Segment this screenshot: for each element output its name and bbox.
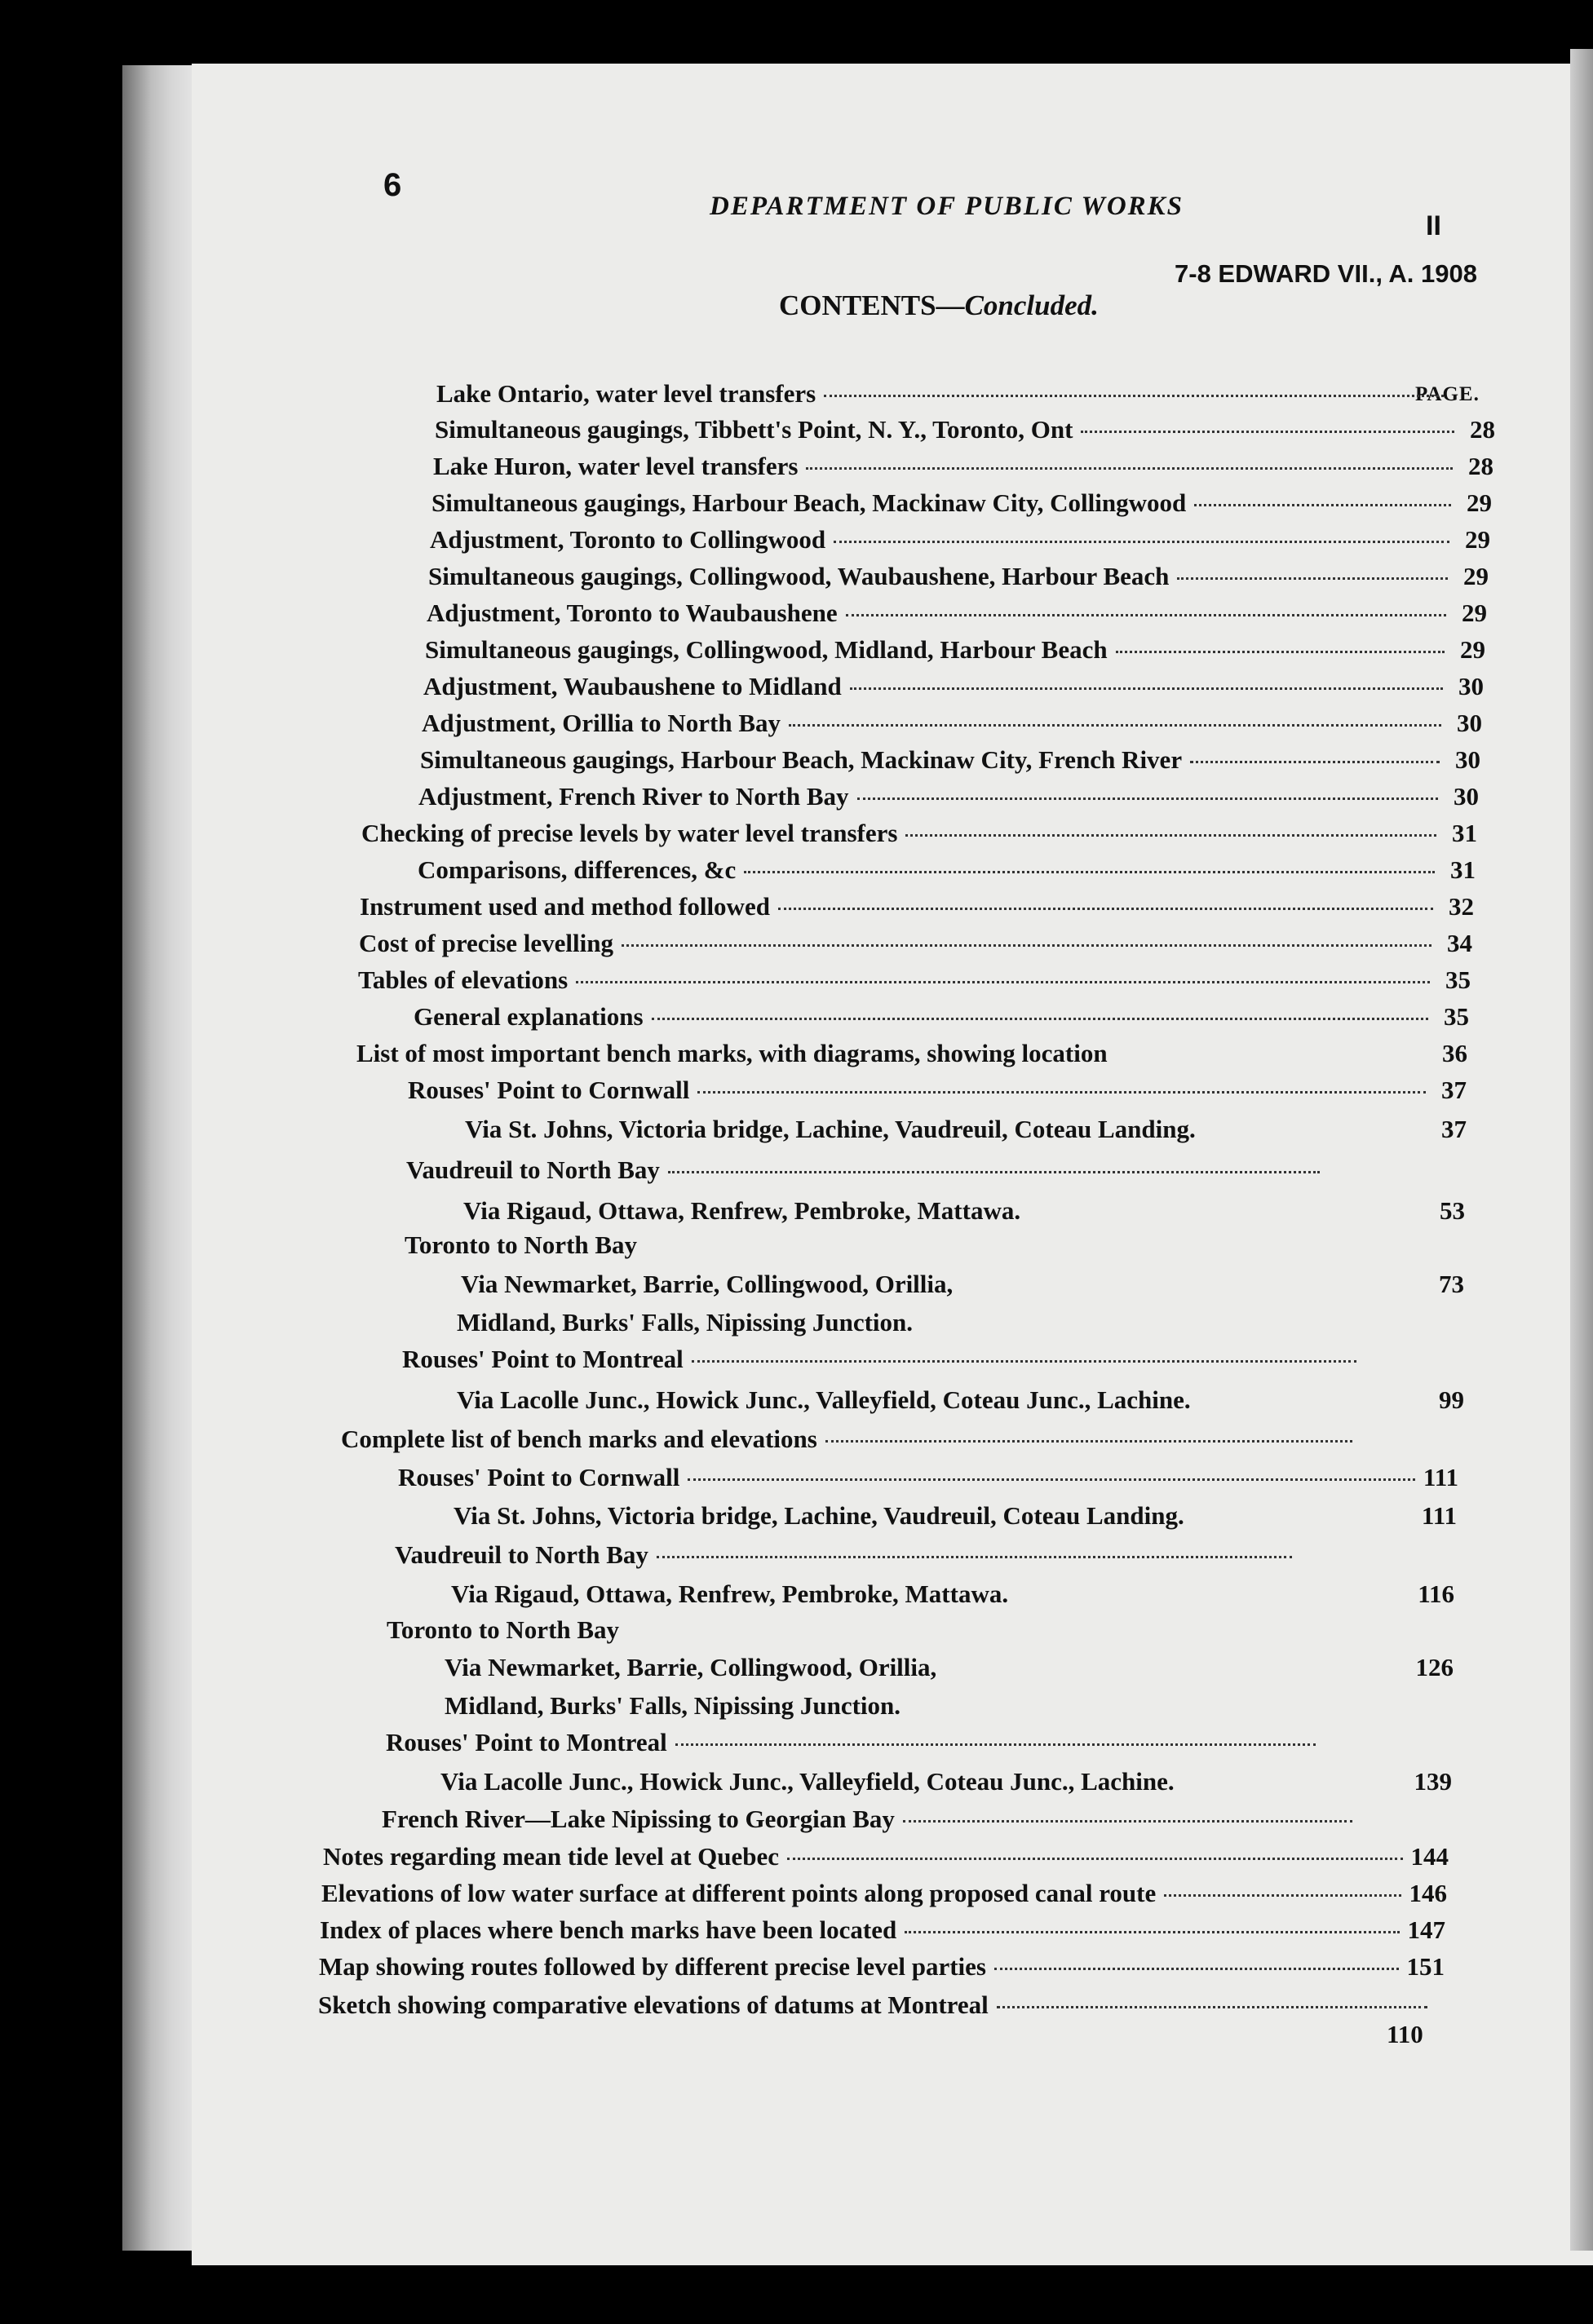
toc-entry-page: 126 [1415, 1653, 1454, 1681]
leader-dots [997, 2006, 1427, 2008]
volume-numeral: II [1426, 210, 1441, 241]
toc-entry [386, 1729, 1324, 1756]
toc-entry [318, 1991, 1436, 2019]
toc-entry-page: 32 [1449, 892, 1474, 921]
regnal-year: 7-8 EDWARD VII., A. 1908 [1175, 259, 1477, 288]
toc-entry-text: Checking of precise levels by water level transfers [361, 819, 898, 847]
toc-entry-text: Simultaneous gaugings, Harbour Beach, Mackinaw City, Collingwood [431, 488, 1187, 517]
toc-entry-text: Adjustment, Toronto to Collingwood [430, 525, 826, 554]
leader-dots [994, 1968, 1399, 1970]
toc-entry [435, 416, 1495, 444]
running-head: DEPARTMENT OF PUBLIC WORKS [710, 192, 1184, 221]
toc-entry-page: 29 [1462, 599, 1487, 627]
toc-entry [451, 1580, 1454, 1608]
toc-entry-text: Adjustment, Orillia to North Bay [422, 709, 781, 737]
page-column-label: PAGE. [1415, 383, 1480, 405]
toc-entry-page: 146 [1409, 1879, 1447, 1907]
toc-entry [465, 1116, 1467, 1143]
toc-entry-text: Map showing routes followed by different precise level parties [319, 1952, 986, 1981]
toc-entry-text: Via Lacolle Junc., Howick Junc., Valleyfield, Coteau Junc., Lachine. [457, 1385, 1191, 1414]
toc-entry-text: Via Rigaud, Ottawa, Renfrew, Pembroke, Mattawa. [463, 1196, 1021, 1225]
leader-dots [1190, 761, 1440, 763]
leader-dots [1194, 504, 1451, 506]
leader-dots [675, 1743, 1316, 1746]
toc-entry-page: 99 [1439, 1385, 1464, 1414]
leader-dots [1164, 1894, 1401, 1897]
toc-entry-text: Rouses' Point to Cornwall [398, 1463, 680, 1491]
toc-entry-page: 36 [1442, 1039, 1467, 1067]
toc-entry-text: Sketch showing comparative elevations of datums at Montreal [318, 1990, 989, 2019]
toc-entry-text: Via Newmarket, Barrie, Collingwood, Orillia, [461, 1270, 954, 1298]
leader-dots [692, 1360, 1356, 1363]
toc-entry-text: Index of places where bench marks have been located [320, 1915, 897, 1944]
toc-entry-text: Simultaneous gaugings, Collingwood, Midland, Harbour Beach [425, 635, 1108, 664]
leader-dots [1177, 577, 1448, 580]
toc-entry-page: 151 [1406, 1952, 1445, 1981]
page-right-edge [1570, 49, 1593, 2251]
toc-entry [454, 1502, 1457, 1530]
toc-entry [341, 1425, 1361, 1453]
toc-entry-page: 110 [1387, 2020, 1423, 2048]
toc-entry-text: Via Newmarket, Barrie, Collingwood, Orillia, [445, 1653, 937, 1681]
toc-entry-page: 30 [1458, 672, 1484, 700]
toc-entry [440, 1768, 1452, 1796]
toc-entry-page: 111 [1423, 1463, 1458, 1491]
toc-entry [382, 1805, 1361, 1833]
toc-entry-page: 34 [1447, 929, 1472, 957]
toc-entry [414, 1003, 1469, 1031]
toc-entry-page: 31 [1452, 819, 1477, 847]
toc-entry-text: Lake Ontario, water level transfers [436, 379, 816, 408]
toc-entry-text: Rouses' Point to Cornwall [408, 1076, 690, 1104]
toc-entry [418, 856, 1476, 884]
toc-entry-text: General explanations [414, 1002, 644, 1031]
toc-entry-text: Simultaneous gaugings, Harbour Beach, Mackinaw City, French River [420, 745, 1183, 774]
contents-title-italic: Concluded. [964, 289, 1099, 321]
toc-entry-text: List of most important bench marks, with diagrams, showing location [356, 1039, 1108, 1067]
toc-entry-page: 30 [1455, 745, 1480, 774]
toc-entry [422, 709, 1482, 737]
toc-entry-text: Adjustment, French River to North Bay [418, 782, 849, 811]
toc-entry [425, 636, 1485, 664]
toc-entry-text: Midland, Burks' Falls, Nipissing Junction. [445, 1691, 901, 1720]
leader-dots [668, 1171, 1320, 1173]
toc-entry-page: 29 [1463, 562, 1489, 590]
leader-dots [905, 834, 1436, 837]
toc-entry [361, 820, 1477, 847]
toc-entry-page: 144 [1410, 1842, 1449, 1871]
toc-entry [430, 526, 1490, 554]
leader-dots [806, 467, 1453, 470]
toc-entry [457, 1309, 913, 1337]
toc-entry-text: Via St. Johns, Victoria bridge, Lachine, Vaudreuil, Coteau Landing. [454, 1501, 1184, 1530]
leader-dots [903, 1820, 1352, 1823]
toc-entry-page: 73 [1439, 1270, 1464, 1298]
toc-entry [433, 453, 1493, 480]
toc-entry-text: French River—Lake Nipissing to Georgian Bay [382, 1805, 895, 1833]
leader-dots [787, 1858, 1402, 1860]
toc-entry-page: 111 [1421, 1501, 1457, 1530]
toc-entry [1387, 2021, 1423, 2048]
toc-entry-page: 53 [1440, 1196, 1465, 1225]
toc-entry [320, 1916, 1445, 1944]
leader-dots [857, 797, 1438, 800]
toc-entry-page: 30 [1457, 709, 1482, 737]
toc-entry [359, 930, 1472, 957]
toc-entry [356, 1040, 1467, 1067]
contents-title [779, 289, 1099, 322]
toc-entry-page: 37 [1441, 1115, 1467, 1143]
toc-entry [445, 1654, 1454, 1681]
toc-entry-text: Simultaneous gaugings, Tibbett's Point, N. Y., Toronto, Ont [435, 415, 1073, 444]
leader-dots [657, 1556, 1292, 1558]
leader-dots [688, 1478, 1415, 1481]
leader-dots [905, 1931, 1399, 1933]
toc-entry [428, 563, 1489, 590]
toc-entry [319, 1953, 1445, 1981]
toc-entry-text: Simultaneous gaugings, Collingwood, Waubaushene, Harbour Beach [428, 562, 1170, 590]
leader-dots [1116, 651, 1445, 653]
toc-entry-text: Toronto to North Bay [387, 1615, 620, 1644]
toc-entry-page: 116 [1418, 1580, 1454, 1608]
leader-dots [697, 1091, 1426, 1094]
leader-dots [846, 614, 1446, 616]
leader-dots [825, 1440, 1352, 1443]
toc-entry-text: Cost of precise levelling [359, 929, 613, 957]
toc-entry-text: Tables of elevations [358, 965, 569, 994]
leader-dots [824, 395, 1444, 397]
toc-entry-page: 30 [1454, 782, 1479, 811]
toc-entry-page: 31 [1450, 855, 1476, 884]
toc-entry-text: Vaudreuil to North Bay [406, 1155, 660, 1184]
leader-dots [1081, 431, 1454, 433]
contents-title-main: CONTENTS— [779, 289, 965, 321]
toc-entry-page: 28 [1470, 415, 1495, 444]
toc-entry [431, 489, 1492, 517]
leader-dots [778, 908, 1433, 910]
toc-entry [406, 1156, 1328, 1184]
toc-entry [436, 380, 1485, 408]
leader-dots [652, 1018, 1428, 1020]
toc-entry-text: Lake Huron, water level transfers [433, 452, 799, 480]
toc-entry-page: 139 [1414, 1767, 1452, 1796]
toc-entry-page: 147 [1407, 1915, 1445, 1944]
leader-dots [744, 871, 1435, 873]
leader-dots [622, 944, 1431, 947]
toc-entry [463, 1197, 1465, 1225]
toc-entry-page: 37 [1441, 1076, 1467, 1104]
toc-entry-text: Elevations of low water surface at different points along proposed canal route [321, 1879, 1157, 1907]
toc-entry [405, 1231, 637, 1259]
toc-entry-page: 29 [1467, 488, 1492, 517]
toc-entry-text: Comparisons, differences, &c [418, 855, 737, 884]
leader-dots [834, 541, 1449, 543]
leader-dots [789, 724, 1441, 727]
toc-entry [427, 599, 1487, 627]
leader-dots [576, 981, 1430, 983]
toc-entry-page: 29 [1460, 635, 1485, 664]
toc-entry [387, 1616, 619, 1644]
toc-entry [358, 966, 1471, 994]
toc-entry-text: Rouses' Point to Montreal [386, 1728, 667, 1756]
toc-entry-page: 35 [1444, 1002, 1469, 1031]
toc-entry-text: Adjustment, Toronto to Waubaushene [427, 599, 838, 627]
toc-entry-text: Via Lacolle Junc., Howick Junc., Valleyfield, Coteau Junc., Lachine. [440, 1767, 1175, 1796]
toc-entry-text: Instrument used and method followed [360, 892, 770, 921]
toc-entry [360, 893, 1474, 921]
toc-entry [395, 1541, 1300, 1569]
toc-entry-page: 29 [1465, 525, 1490, 554]
toc-entry [445, 1692, 900, 1720]
toc-entry [457, 1386, 1464, 1414]
toc-entry [408, 1076, 1467, 1104]
page-number: 6 [383, 167, 402, 203]
leader-dots [850, 687, 1443, 690]
toc-entry [420, 746, 1480, 774]
toc-entry-text: Rouses' Point to Montreal [402, 1345, 684, 1373]
toc-entry-text: Midland, Burks' Falls, Nipissing Junction. [457, 1308, 914, 1337]
toc-entry [461, 1270, 1464, 1298]
toc-entry-text: Adjustment, Waubaushene to Midland [423, 672, 842, 700]
toc-entry-page: 35 [1445, 965, 1471, 994]
toc-entry [323, 1843, 1449, 1871]
toc-entry-text: Via Rigaud, Ottawa, Renfrew, Pembroke, Mattawa. [451, 1580, 1009, 1608]
toc-entry-page: 28 [1468, 452, 1493, 480]
toc-entry-text: Complete list of bench marks and elevations [341, 1425, 817, 1453]
toc-entry-text: Via St. Johns, Victoria bridge, Lachine, Vaudreuil, Coteau Landing. [465, 1115, 1196, 1143]
toc-entry-text: Toronto to North Bay [405, 1230, 638, 1259]
toc-entry [402, 1345, 1365, 1373]
toc-entry [321, 1880, 1447, 1907]
toc-entry [398, 1464, 1458, 1491]
toc-entry-text: Vaudreuil to North Bay [395, 1540, 648, 1569]
toc-entry [423, 673, 1484, 700]
toc-entry-text: Notes regarding mean tide level at Quebec [323, 1842, 780, 1871]
toc-entry [418, 783, 1479, 811]
